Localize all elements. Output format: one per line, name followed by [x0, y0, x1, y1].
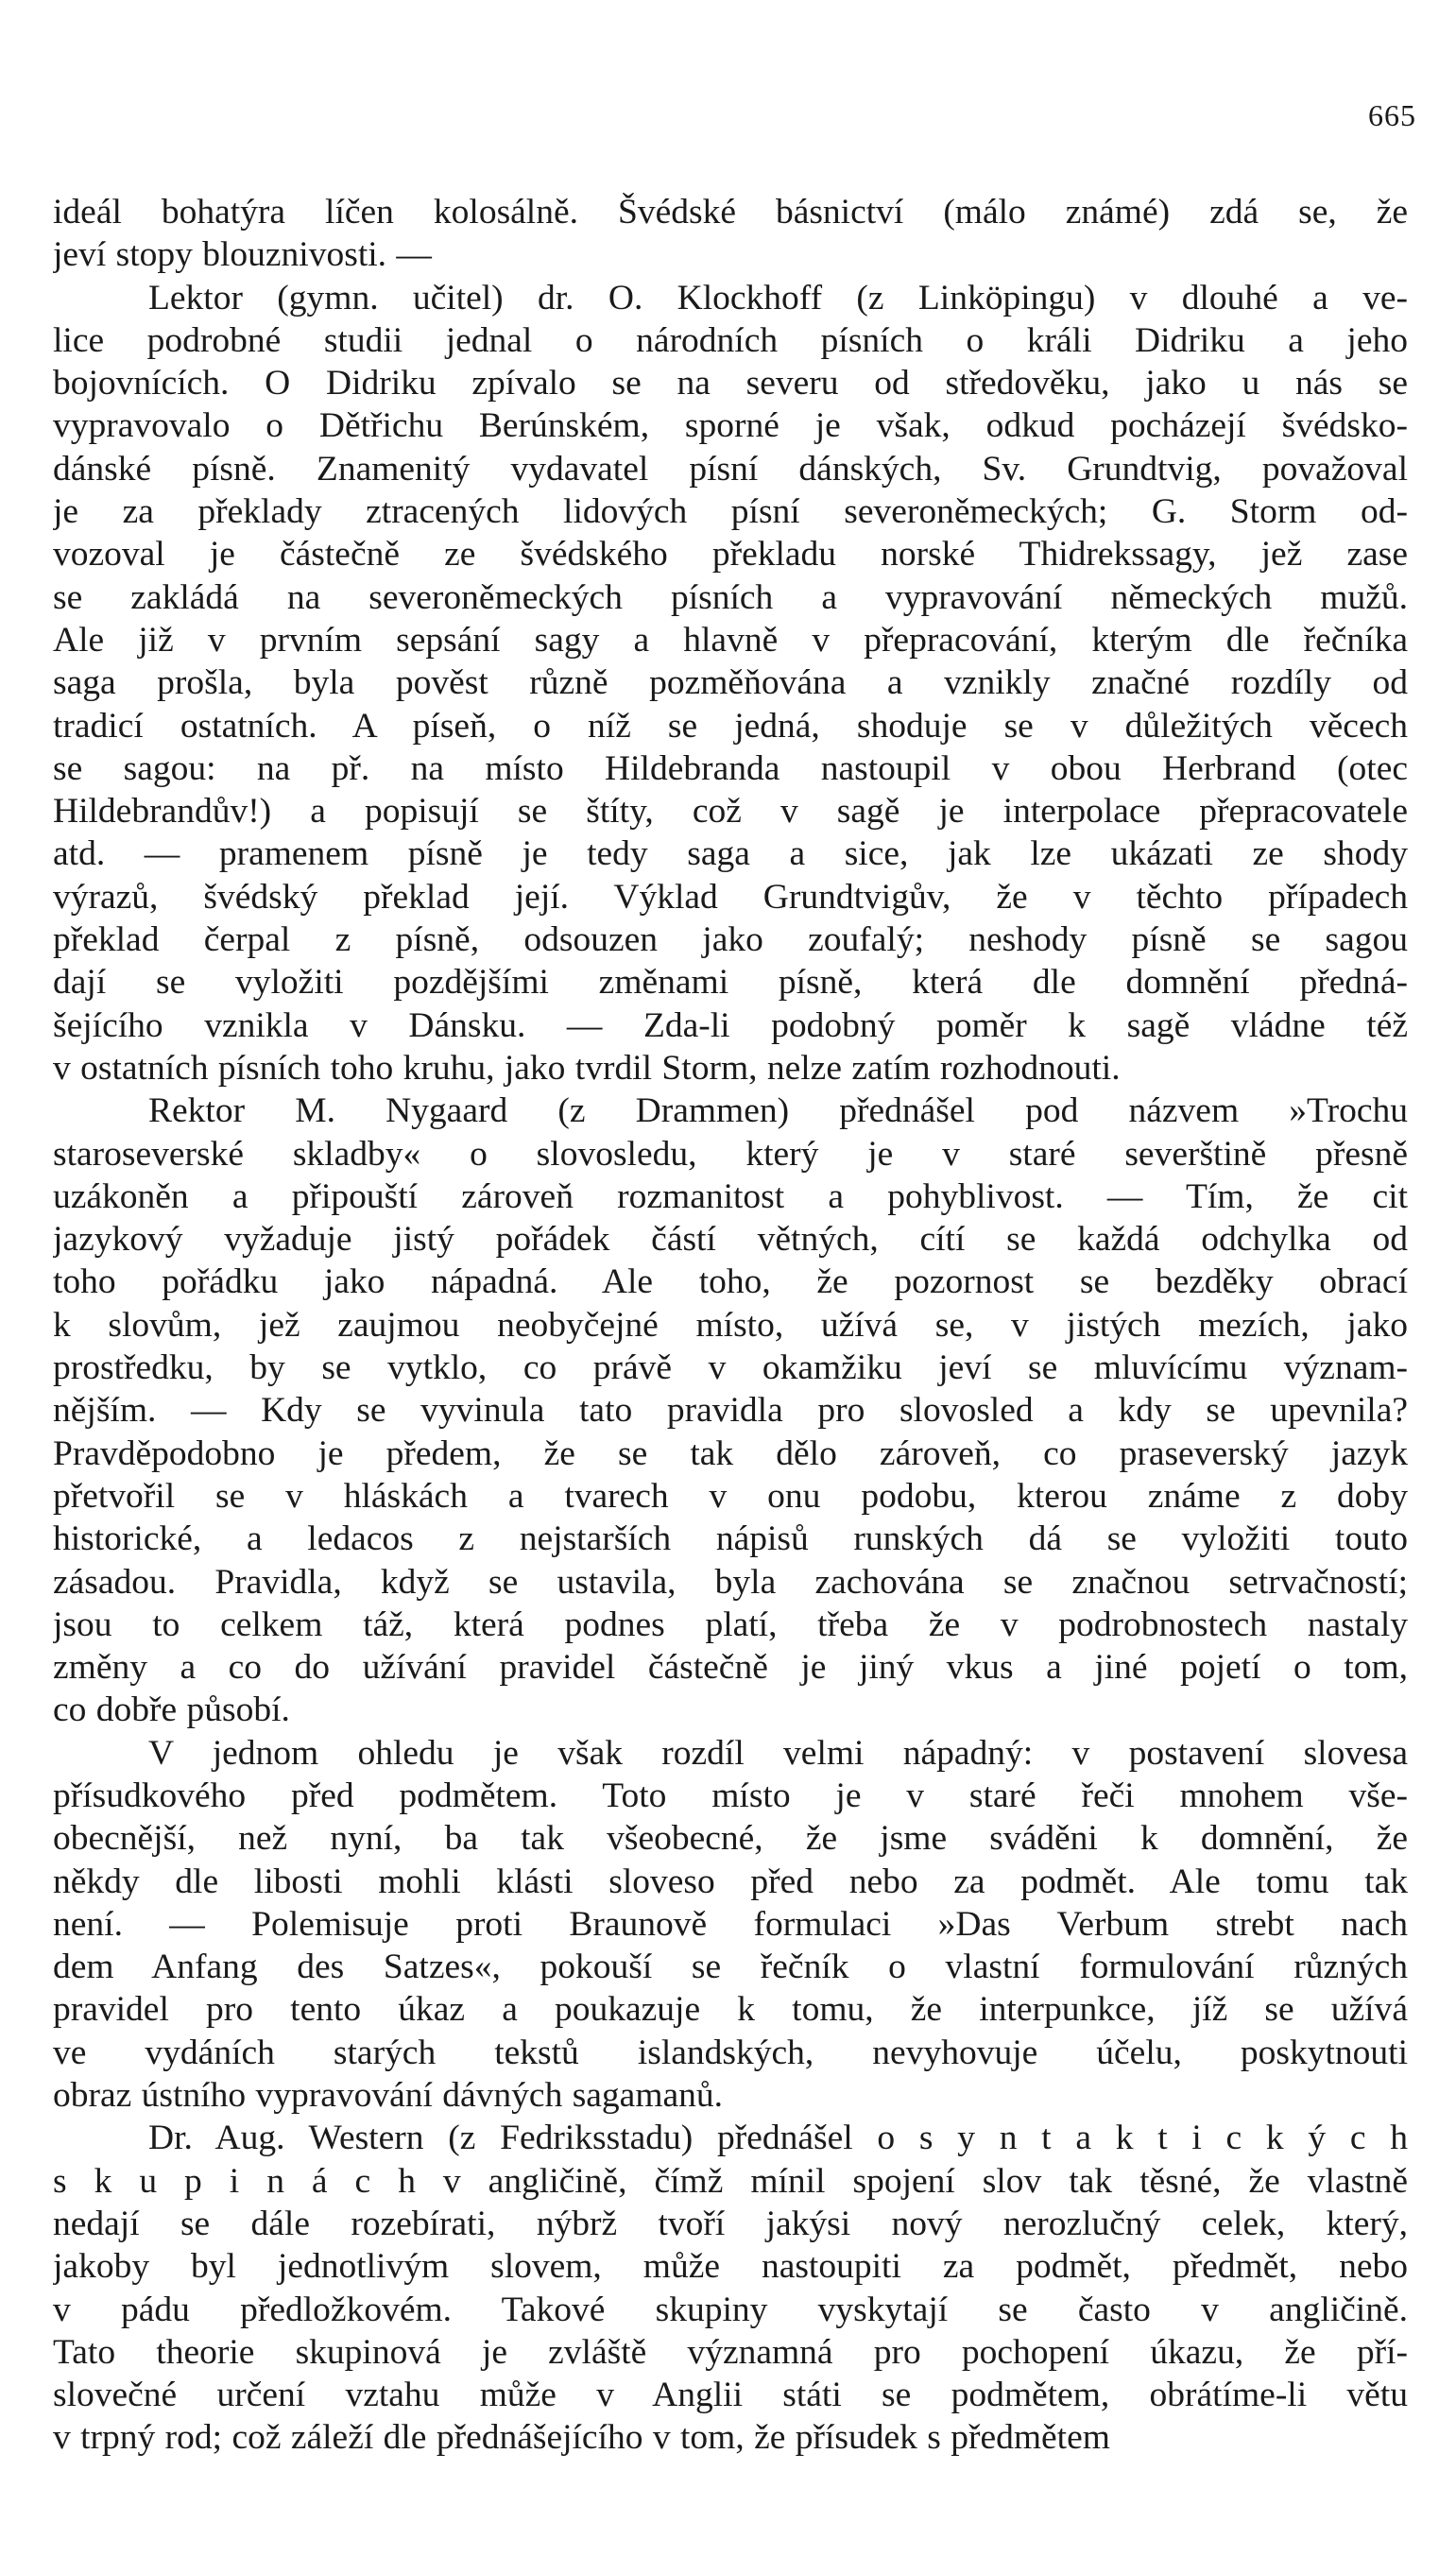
text-line: dají se vyložiti pozdějšími změnami písně, která dle domnění předná-	[53, 963, 1408, 1003]
text-line: změny a co do užívání pravidel částečně je jiný vkus a jiné pojetí o tom,	[53, 1648, 1408, 1688]
paragraph	[53, 2117, 1408, 2459]
text-line: vypravovalo o Dětřichu Berúnském, sporné je však, odkud pocházejí švédsko-	[53, 406, 1408, 446]
text-line: dem Anfang des Satzes«, pokouší se řečník o vlastní formulování různých	[53, 1948, 1408, 1987]
article-body	[53, 191, 1408, 2460]
text-line: slovečné určení vztahu může v Anglii státi se podmětem, obrátíme-li větu	[53, 2376, 1408, 2415]
text-line: uzákoněn a připouští zároveň rozmanitost a pohyblivost. — Tím, že cit	[53, 1176, 1408, 1216]
text-line: Tato theorie skupinová je zvláště významná pro pochopení úkazu, že pří-	[53, 2332, 1408, 2372]
text-line: bojovnících. O Didriku zpívalo se na severu od středověku, jako u nás se	[53, 364, 1408, 403]
text-line: přísudkového před podmětem. Toto místo je v staré řeči mnohem vše-	[53, 1776, 1408, 1815]
text-line: je za překlady ztracených lidových písní severoněmeckých; G. Storm od-	[53, 492, 1408, 532]
text-line: saga prošla, byla pověst různě pozměňována a vznikly značné rozdíly od	[53, 663, 1408, 703]
text-line: k slovům, jež zaujmou neobyčejné místo, užívá se, v jistých mezích, jako	[53, 1305, 1408, 1345]
text-line: V jednom ohledu je však rozdíl velmi nápadný: v postavení slovesa	[148, 1733, 1408, 1773]
text-line: jeví stopy blouznivosti. —	[53, 235, 432, 275]
text-line: obraz ústního vypravování dávných sagamanů.	[53, 2076, 724, 2116]
text-line: není. — Polemisuje proti Braunově formulaci »Das Verbum strebt nach	[53, 1904, 1408, 1944]
text-line: překlad čerpal z písně, odsouzen jako zoufalý; neshody písně se sagou	[53, 920, 1408, 960]
text-line: ideál bohatýra líčen kolosálně. Švédské básnictví (málo známé) zdá se, že	[53, 193, 1408, 232]
text-line: Ale již v prvním sepsání sagy a hlavně v přepracování, kterým dle řečníka	[53, 620, 1408, 660]
text-line: staroseverské skladby« o slovosledu, který je v staré severštině přesně	[53, 1134, 1408, 1174]
text-line: nedají se dále rozebírati, nýbrž tvoří jakýsi nový nerozlučný celek, který,	[53, 2204, 1408, 2243]
text-line: Hildebrandův!) a popisují se štíty, což v sagě je interpolace přepracovatele	[53, 792, 1408, 832]
text-line: atd. — pramenem písně je tedy saga a sice, jak lze ukázati ze shody	[53, 834, 1408, 874]
text-line: lice podrobné studii jednal o národních písních o králi Didriku a jeho	[53, 320, 1408, 360]
text-line: v pádu předložkovém. Takové skupiny vyskytají se často v angličině.	[53, 2290, 1408, 2329]
text-line: tradicí ostatních. A píseň, o níž se jedná, shoduje se v důležitých věcech	[53, 706, 1408, 746]
text-line: se sagou: na př. na místo Hildebranda nastoupil v obou Herbrand (otec	[53, 748, 1408, 788]
text-line: Dr. Aug. Western (z Fedriksstadu) přednášel o s y n t a k t i c k ý c h	[148, 2119, 1408, 2158]
text-line: toho pořádku jako nápadná. Ale toho, že pozornost se bezděky obrací	[53, 1262, 1408, 1302]
text-line: nějším. — Kdy se vyvinula tato pravidla pro slovosled a kdy se upevnila?	[53, 1391, 1408, 1431]
text-line: se zakládá na severoněmeckých písních a vypravování německých mužů.	[53, 577, 1408, 617]
text-line: v ostatních písních toho kruhu, jako tvrdil Storm, nelze zatím rozhodnouti.	[53, 1048, 1121, 1088]
text-line: Lektor (gymn. učitel) dr. O. Klockhoff (z Linköpingu) v dlouhé a ve-	[148, 278, 1408, 317]
text-line: vozoval je částečně ze švédského překladu norské Thidrekssagy, jež zase	[53, 535, 1408, 575]
text-line: přetvořil se v hláskách a tvarech v onu podobu, kterou známe z doby	[53, 1476, 1408, 1516]
text-line: prostředku, by se vytklo, co právě v okamžiku jeví se mluvícímu význam-	[53, 1348, 1408, 1388]
text-line: jazykový vyžaduje jistý pořádek částí větných, cítí se každá odchylka od	[53, 1220, 1408, 1260]
text-line: někdy dle libosti mohli klásti sloveso před nebo za podmět. Ale tomu tak	[53, 1862, 1408, 1901]
text-line: dánské písně. Znamenitý vydavatel písní dánských, Sv. Grundtvig, považoval	[53, 449, 1408, 489]
page-number: 665	[1368, 98, 1416, 132]
text-line: Rektor M. Nygaard (z Drammen) přednášel pod názvem »Trochu	[148, 1091, 1408, 1131]
text-line: ve vydáních starých tekstů islandských, nevyhovuje účelu, poskytnouti	[53, 2033, 1408, 2072]
paragraph	[53, 277, 1408, 1090]
text-line: pravidel pro tento úkaz a poukazuje k tomu, že interpunkce, jíž se užívá	[53, 1990, 1408, 2030]
text-line: jsou to celkem táž, která podnes platí, třeba že v podrobnostech nastaly	[53, 1604, 1408, 1644]
text-line: Pravděpodobno je předem, že se tak dělo zároveň, co praseverský jazyk	[53, 1433, 1408, 1473]
text-line: v trpný rod; což záleží dle přednášejícího v tom, že přísudek s předmětem	[53, 2418, 1110, 2458]
text-line: výrazů, švédský překlad její. Výklad Grundtvigův, že v těchto případech	[53, 877, 1408, 917]
text-line: co dobře působí.	[53, 1690, 290, 1730]
paragraph	[53, 1090, 1408, 1731]
paragraph	[53, 1732, 1408, 2118]
text-line: obecnější, než nyní, ba tak všeobecné, že jsme sváděni k domnění, že	[53, 1819, 1408, 1859]
text-line: jakoby byl jednotlivým slovem, může nastoupiti za podmět, předmět, nebo	[53, 2247, 1408, 2287]
text-line: zásadou. Pravidla, když se ustavila, byla zachována se značnou setrvačností;	[53, 1562, 1408, 1602]
paragraph	[53, 191, 1408, 277]
text-line: historické, a ledacos z nejstarších nápisů runských dá se vyložiti touto	[53, 1519, 1408, 1559]
text-line: s k u p i n á c h v angličině, čímž mínil spojení slov tak těsné, že vlastně	[53, 2161, 1408, 2201]
text-line: šejícího vznikla v Dánsku. — Zda-li podobný poměr k sagě vládne též	[53, 1005, 1408, 1045]
